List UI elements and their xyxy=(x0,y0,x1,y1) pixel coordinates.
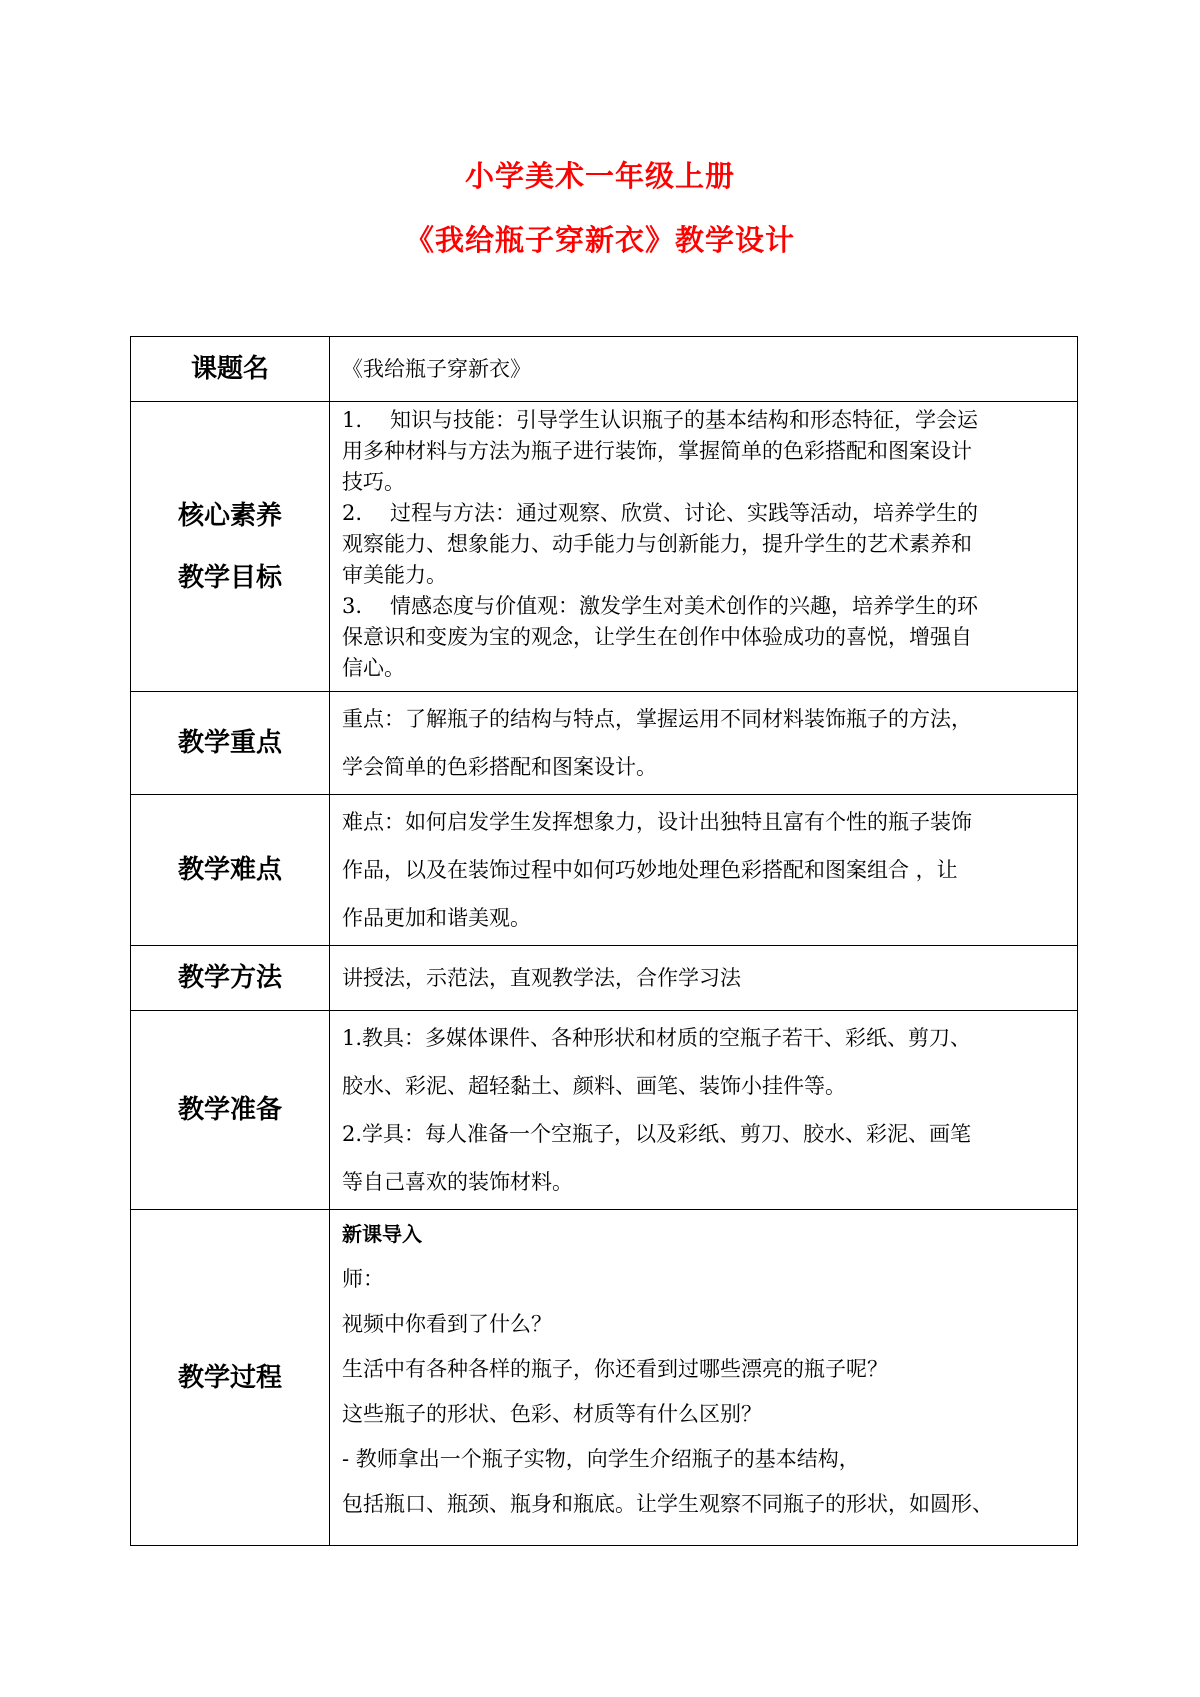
goal-item-3: 3. 情感态度与价值观：激发学生对美术创作的兴趣，培养学生的环 xyxy=(342,594,978,618)
label-process: 教学过程 xyxy=(131,1210,330,1546)
lesson-plan-table xyxy=(130,336,1078,1546)
value-difficulties: 难点：如何启发学生发挥想象力，设计出独特且富有个性的瓶子装饰 作品，以及在装饰过程中如何巧妙地处理色彩搭配和图案组合 ，让 作品更加和谐美观。 xyxy=(330,795,1078,946)
table-row-process xyxy=(131,1210,1078,1546)
label-goals: 核心素养 教学目标 xyxy=(131,402,330,692)
process-heading: 新课导入 xyxy=(342,1222,422,1246)
value-key-points: 重点：了解瓶子的结构与特点，掌握运用不同材料装饰瓶子的方法， 学会简单的色彩搭配和图案设计。 xyxy=(330,692,1078,795)
label-methods: 教学方法 xyxy=(131,946,330,1011)
label-topic: 课题名 xyxy=(131,337,330,402)
label-key-points: 教学重点 xyxy=(131,692,330,795)
table-row-key-points xyxy=(131,692,1078,795)
value-methods: 讲授法，示范法，直观教学法，合作学习法 xyxy=(330,946,1078,1011)
table-row-topic xyxy=(131,337,1078,402)
label-difficulties: 教学难点 xyxy=(131,795,330,946)
value-topic: 《我给瓶子穿新衣》 xyxy=(330,337,1078,402)
document-title-line1: 小学美术一年级上册 xyxy=(464,159,735,193)
goal-item-1: 1. 知识与技能：引导学生认识瓶子的基本结构和形态特征，学会运 xyxy=(342,408,978,432)
value-preparation: 1.教具：多媒体课件、各种形状和材质的空瓶子若干、彩纸、剪刀、 胶水、彩泥、超轻黏土、颜料、画笔、装饰小挂件等。 2.学具：每人准备一个空瓶子，以及彩纸、剪刀、胶水、彩泥、画笔 等自己喜欢的装饰材料。 xyxy=(330,1011,1078,1210)
goal-item-2: 2. 过程与方法：通过观察、欣赏、讨论、实践等活动，培养学生的 xyxy=(342,501,978,525)
table-row-preparation xyxy=(131,1011,1078,1210)
table-row-difficulties xyxy=(131,795,1078,946)
label-preparation: 教学准备 xyxy=(131,1011,330,1210)
table-row-methods xyxy=(131,946,1078,1011)
value-process: 新课导入 师： 视频中你看到了什么？ 生活中有各种各样的瓶子，你还看到过哪些漂亮的瓶子呢？ 这些瓶子的形状、色彩、材质等有什么区别？ - 教师拿出一个瓶子实物，向学生介绍瓶子的基本结构， 包括瓶口、瓶颈、瓶身和瓶底。让学生观察不同瓶子的形状，如圆形、 xyxy=(330,1210,1078,1546)
table-row-goals xyxy=(131,402,1078,692)
value-goals: 1. 知识与技能：引导学生认识瓶子的基本结构和形态特征，学会运 用多种材料与方法为瓶子进行装饰，掌握简单的色彩搭配和图案设计 技巧。 2. 过程与方法：通过观察、欣赏、讨论、实践等活动，培养学生的 观察能力、想象能力、动手能力与创新能力，提升学生的艺术素养和 审美能力。 3. 情感态度与价值观：激发学生对美术创作的兴趣，培养学生的环 保意识和变废为宝的观念，让学生在创作中体验成功的喜悦，增强自 信心。 xyxy=(330,402,1078,692)
document-title-line2: 《我给瓶子穿新衣》教学设计 xyxy=(404,223,795,257)
